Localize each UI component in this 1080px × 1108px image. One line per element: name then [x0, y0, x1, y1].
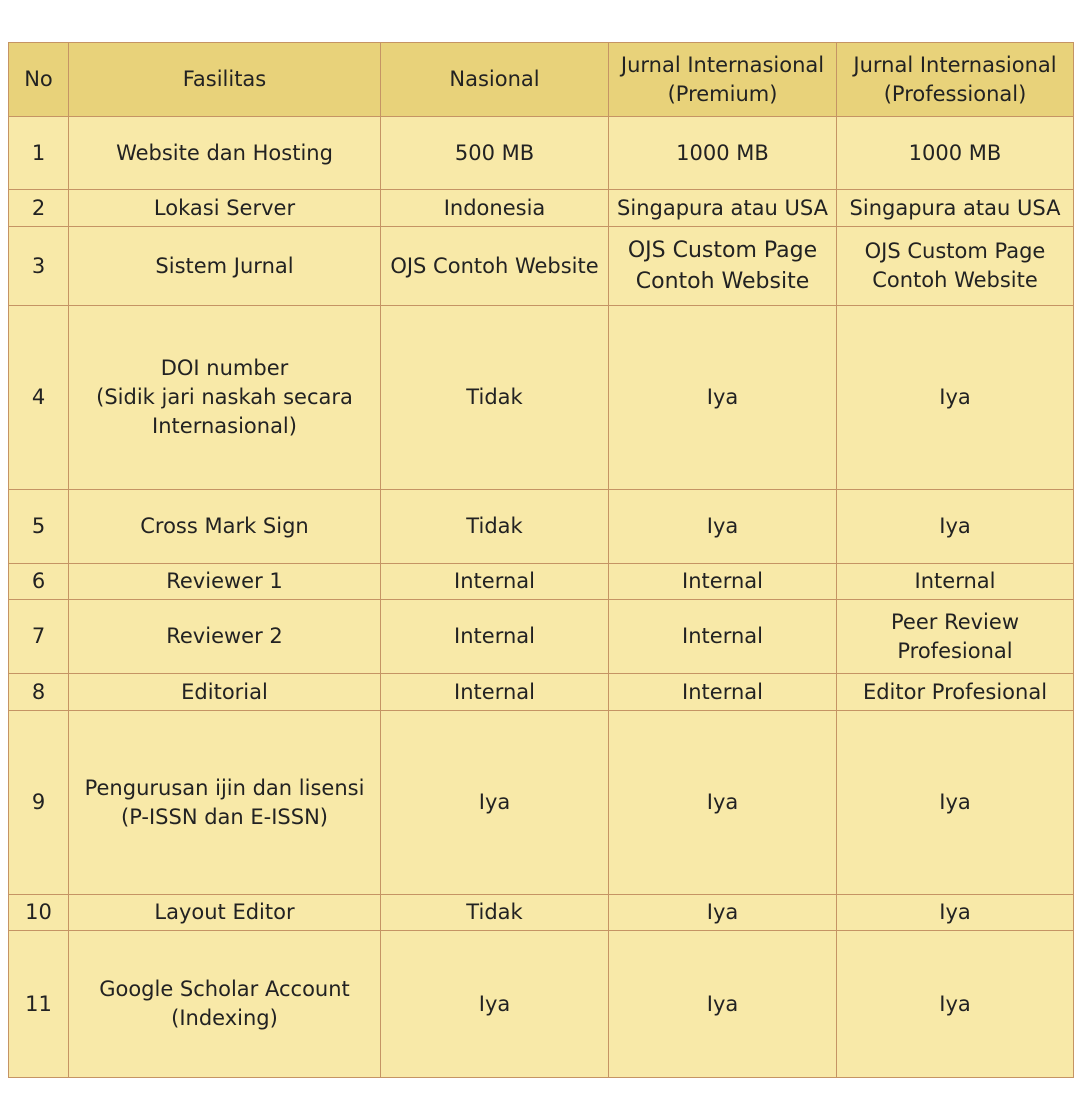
cell-fasilitas: Pengurusan ijin dan lisensi (P-ISSN dan E-ISSN)	[69, 711, 381, 895]
cell-no: 1	[9, 117, 69, 190]
cell-fasilitas: Reviewer 2	[69, 600, 381, 674]
table-row	[9, 895, 1074, 931]
cell-professional: Iya	[837, 711, 1074, 895]
header-no: No	[9, 43, 69, 117]
cell-premium: OJS Custom Page Contoh Website	[609, 227, 837, 306]
cell-no: 6	[9, 564, 69, 600]
cell-nasional: Iya	[381, 711, 609, 895]
cell-professional: Iya	[837, 306, 1074, 490]
cell-professional: Peer Review Profesional	[837, 600, 1074, 674]
cell-no: 10	[9, 895, 69, 931]
cell-premium: Singapura atau USA	[609, 190, 837, 227]
table-row	[9, 306, 1074, 490]
cell-professional: Iya	[837, 490, 1074, 564]
cell-nasional: Indonesia	[381, 190, 609, 227]
table-row	[9, 117, 1074, 190]
table-row	[9, 674, 1074, 711]
cell-nasional: Tidak	[381, 306, 609, 490]
cell-premium: Internal	[609, 674, 837, 711]
cell-premium: Iya	[609, 931, 837, 1078]
cell-nasional: Internal	[381, 674, 609, 711]
cell-fasilitas: DOI number (Sidik jari naskah secara Internasional)	[69, 306, 381, 490]
cell-nasional: OJS Contoh Website	[381, 227, 609, 306]
cell-professional: 1000 MB	[837, 117, 1074, 190]
cell-no: 9	[9, 711, 69, 895]
cell-no: 8	[9, 674, 69, 711]
header-nasional: Nasional	[381, 43, 609, 117]
table-row	[9, 190, 1074, 227]
header-jurnal-internasional-professional: Jurnal Internasional (Professional)	[837, 43, 1074, 117]
cell-fasilitas: Website dan Hosting	[69, 117, 381, 190]
cell-fasilitas: Google Scholar Account (Indexing)	[69, 931, 381, 1078]
cell-fasilitas: Cross Mark Sign	[69, 490, 381, 564]
cell-premium: Internal	[609, 600, 837, 674]
cell-fasilitas: Layout Editor	[69, 895, 381, 931]
cell-no: 3	[9, 227, 69, 306]
cell-nasional: Tidak	[381, 490, 609, 564]
cell-no: 11	[9, 931, 69, 1078]
cell-professional: Iya	[837, 931, 1074, 1078]
cell-nasional: Internal	[381, 564, 609, 600]
table-row	[9, 490, 1074, 564]
cell-nasional: 500 MB	[381, 117, 609, 190]
header-jurnal-internasional-premium: Jurnal Internasional (Premium)	[609, 43, 837, 117]
table-row	[9, 600, 1074, 674]
cell-premium: Iya	[609, 895, 837, 931]
cell-fasilitas: Editorial	[69, 674, 381, 711]
cell-fasilitas: Lokasi Server	[69, 190, 381, 227]
cell-no: 7	[9, 600, 69, 674]
cell-no: 2	[9, 190, 69, 227]
facility-comparison-table	[8, 42, 1074, 1078]
cell-professional: Iya	[837, 895, 1074, 931]
cell-nasional: Internal	[381, 600, 609, 674]
cell-no: 5	[9, 490, 69, 564]
cell-professional: Singapura atau USA	[837, 190, 1074, 227]
cell-fasilitas: Sistem Jurnal	[69, 227, 381, 306]
cell-nasional: Tidak	[381, 895, 609, 931]
cell-nasional: Iya	[381, 931, 609, 1078]
cell-professional: OJS Custom Page Contoh Website	[837, 227, 1074, 306]
cell-premium: Iya	[609, 490, 837, 564]
cell-premium: Iya	[609, 306, 837, 490]
cell-professional: Editor Profesional	[837, 674, 1074, 711]
cell-premium: Iya	[609, 711, 837, 895]
table-row	[9, 564, 1074, 600]
cell-premium: 1000 MB	[609, 117, 837, 190]
cell-professional: Internal	[837, 564, 1074, 600]
cell-no: 4	[9, 306, 69, 490]
table-header-row	[9, 43, 1074, 117]
cell-premium: Internal	[609, 564, 837, 600]
table-row	[9, 931, 1074, 1078]
cell-fasilitas: Reviewer 1	[69, 564, 381, 600]
header-fasilitas: Fasilitas	[69, 43, 381, 117]
table-row	[9, 227, 1074, 306]
table-row	[9, 711, 1074, 895]
